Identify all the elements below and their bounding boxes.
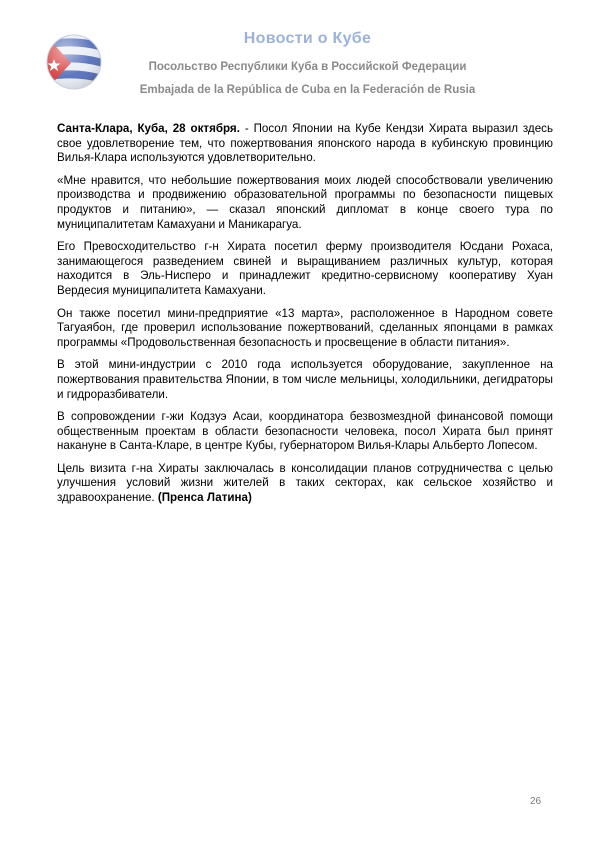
lead-text: - Посол Японии на Кубе Кендзи Хирата выразил здесь свое удовлетворение тем, что пожертвования японского народа в кубинскую провинцию Вилья-Клара используются удовлетворительно. <box>57 122 553 165</box>
newsletter-title: Новости о Кубе <box>243 30 372 47</box>
page-number: 26 <box>530 796 542 807</box>
article-paragraph: В этой мини-индустрии с 2010 года используется оборудование, закупленное на пожертвования правительства Японии, в том числе мельницы, холодильники, дегидраторы и гидроразбиватели. <box>57 358 553 401</box>
article-paragraph: В сопровождении г-жи Кодзуэ Асаи, координатора безвозмездной финансовой помощи общественным проектам в области безопасности человека, посол Хирата был принят накануне в Санта-Кларе, в центре Кубы, губернатором Вилья-Клары Альберто Лопесом. <box>57 410 553 453</box>
closing-text: Цель визита г-на Хираты заключалась в консолидации планов сотрудничества с целью улучшения условий жизни жителей в таких секторах, как сельское хозяйство и здравоохранение. <box>57 461 553 505</box>
article-paragraph: Он также посетил мини-предприятие «13 марта», расположенное в Народном совете Тагуаябон, где проверил использование пожертвований, сделанных японцами в рамках программы «Продовольственная безопасность и просвещение в области питания». <box>57 306 553 349</box>
article-paragraph: «Мне нравится, что небольшие пожертвования моих людей способствовали увеличению производства и продвижению образовательной программы по безопасности пищевых продуктов и питанию», — сказал японский дипломат в конце своего тура по муниципалитетам Камахуани и Маникарагуа. <box>57 173 553 231</box>
article-paragraph <box>57 462 553 506</box>
page-header <box>0 0 595 110</box>
news-source: (Пренса Латина) <box>157 491 252 505</box>
article-paragraph <box>57 122 553 166</box>
embassy-name-ru: Посольство Республики Куба в Российской Федерации <box>148 61 467 73</box>
embassy-name-es: Embajada de la República de Cuba en la Federación de Rusia <box>139 84 476 96</box>
article-paragraph: Его Превосходительство г-н Хирата посетил ферму производителя Юсдани Рохаса, занимающегося разведением свиней и выращиванием различных культур, которая находится в Эль-Нисперо и принадлежит кредитно-сервисному кооперативу Хуан Вердесия муниципалитета Камахуани. <box>57 240 553 297</box>
dateline: Санта-Клара, Куба, 28 октября. <box>57 122 240 135</box>
article-body <box>57 122 553 514</box>
